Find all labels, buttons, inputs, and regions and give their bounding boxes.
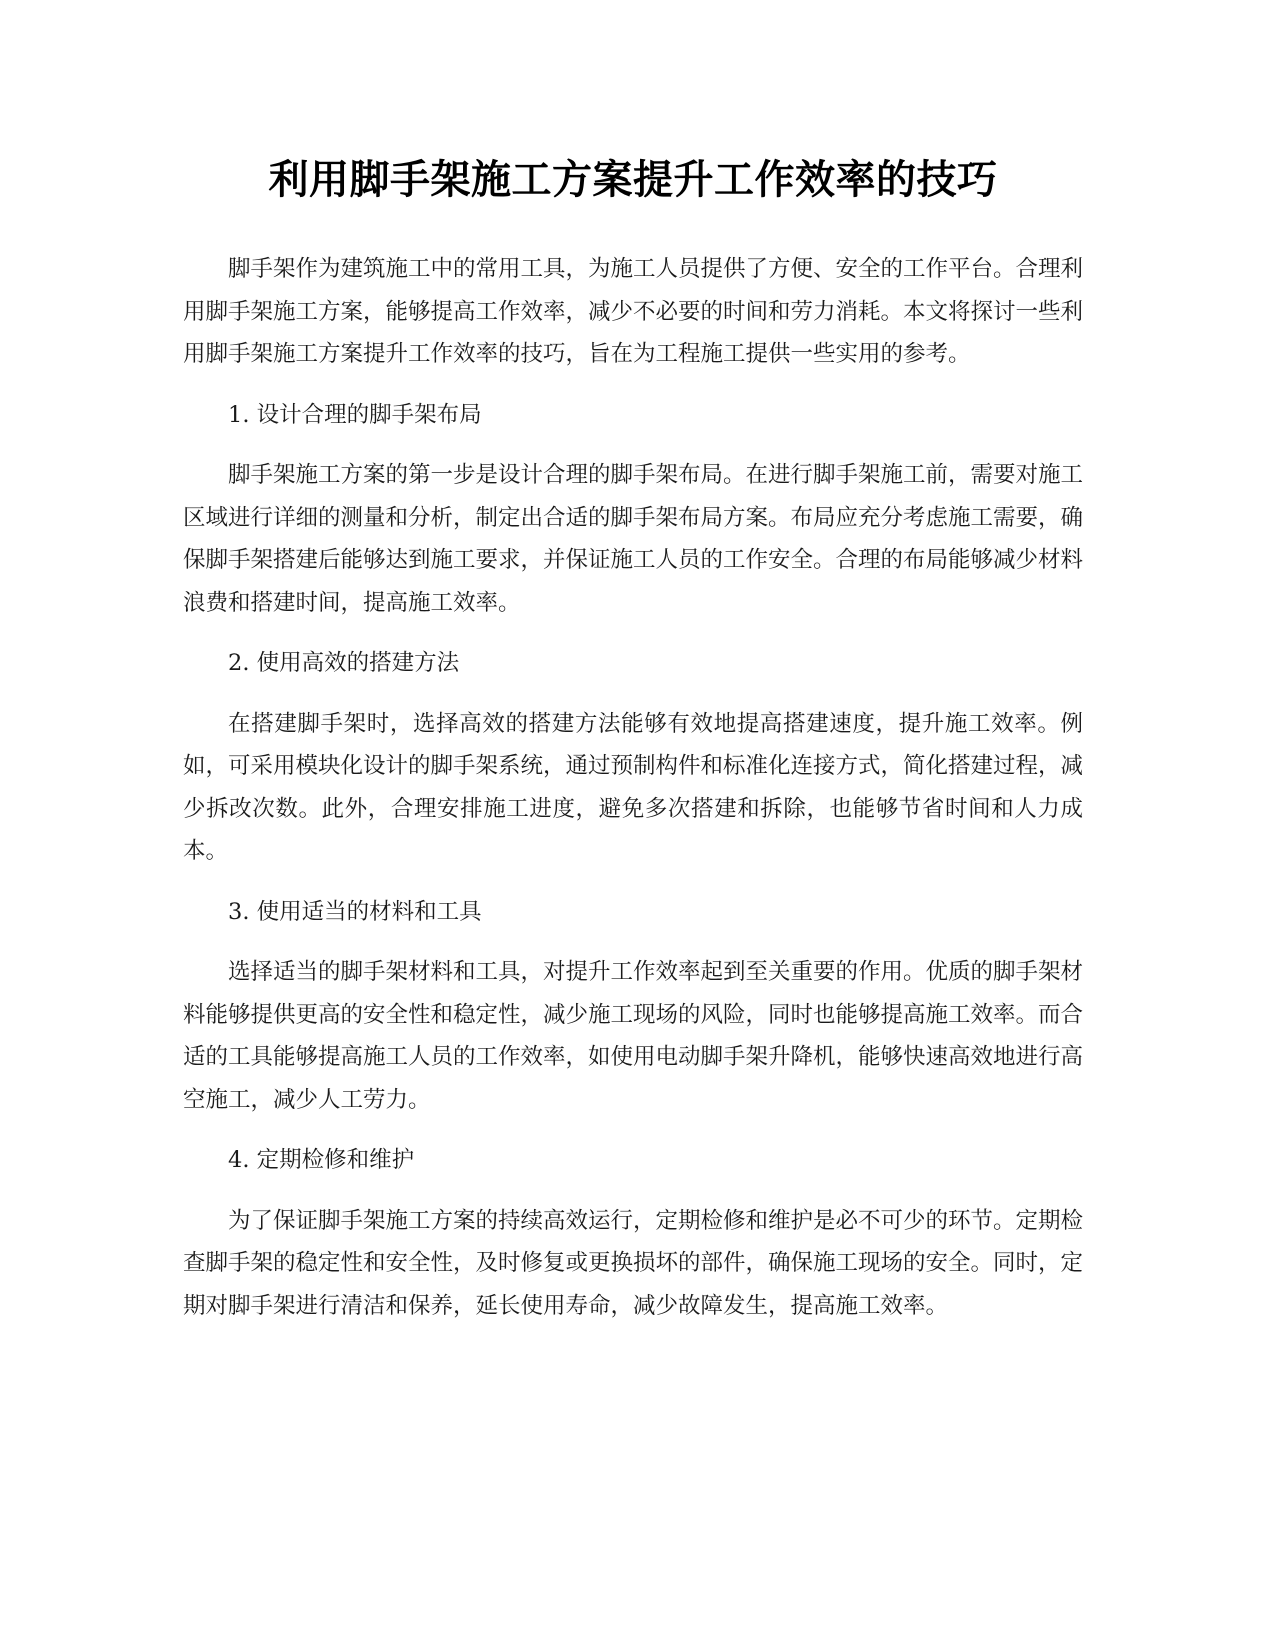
section-body-2: 在搭建脚手架时，选择高效的搭建方法能够有效地提高搭建速度，提升施工效率。例如，可采用模块化设计的脚手架系统，通过预制构件和标准化连接方式，简化搭建过程，减少拆改次数。此外，合理安排施工进度，避免多次搭建和拆除，也能够节省时间和人力成本。: [183, 710, 1084, 864]
section-heading-4: 4. 定期检修和维护: [228, 1147, 415, 1173]
intro-paragraph: 脚手架作为建筑施工中的常用工具，为施工人员提供了方便、安全的工作平台。合理利用脚手架施工方案，能够提高工作效率，减少不必要的时间和劳力消耗。本文将探讨一些利用脚手架施工方案提升工作效率的技巧，旨在为工程施工提供一些实用的参考。: [183, 256, 1084, 367]
spacer: [183, 933, 1083, 951]
spacer: [183, 210, 1083, 248]
spacer: [183, 376, 1083, 394]
section-heading-3: 3. 使用适当的材料和工具: [228, 898, 482, 925]
spacer: [183, 685, 1083, 703]
section-body-3: 选择适当的脚手架材料和工具，对提升工作效率起到至关重要的作用。优质的脚手架材料能够提供更高的安全性和稳定性，减少施工现场的风险，同时也能够提高施工效率。而合适的工具能够提高施工人员的工作效率，如使用电动脚手架升降机，能够快速高效地进行高空施工，减少人工劳力。: [183, 959, 1084, 1113]
section-body-1: 脚手架施工方案的第一步是设计合理的脚手架布局。在进行脚手架施工前，需要对施工区域进行详细的测量和分析，制定出合适的脚手架布局方案。布局应充分考虑施工需要，确保脚手架搭建后能够达到施工要求，并保证施工人员的工作安全。合理的布局能够减少材料浪费和搭建时间，提高施工效率。: [183, 462, 1084, 616]
spacer: [183, 624, 1083, 642]
spacer: [183, 1121, 1083, 1139]
section-heading-2: 2. 使用高效的搭建方法: [228, 650, 460, 676]
document-title: 利用脚手架施工方案提升工作效率的技巧: [268, 157, 998, 203]
spacer: [183, 873, 1083, 891]
spacer: [183, 1182, 1083, 1200]
document-page: [183, 150, 1083, 1327]
spacer: [183, 436, 1083, 454]
section-body-4: 为了保证脚手架施工方案的持续高效运行，定期检修和维护是必不可少的环节。定期检查脚手架的稳定性和安全性，及时修复或更换损坏的部件，确保施工现场的安全。同时，定期对脚手架进行清洁和保养，延长使用寿命，减少故障发生，提高施工效率。: [183, 1207, 1084, 1319]
section-heading-1: 1. 设计合理的脚手架布局: [228, 401, 482, 428]
